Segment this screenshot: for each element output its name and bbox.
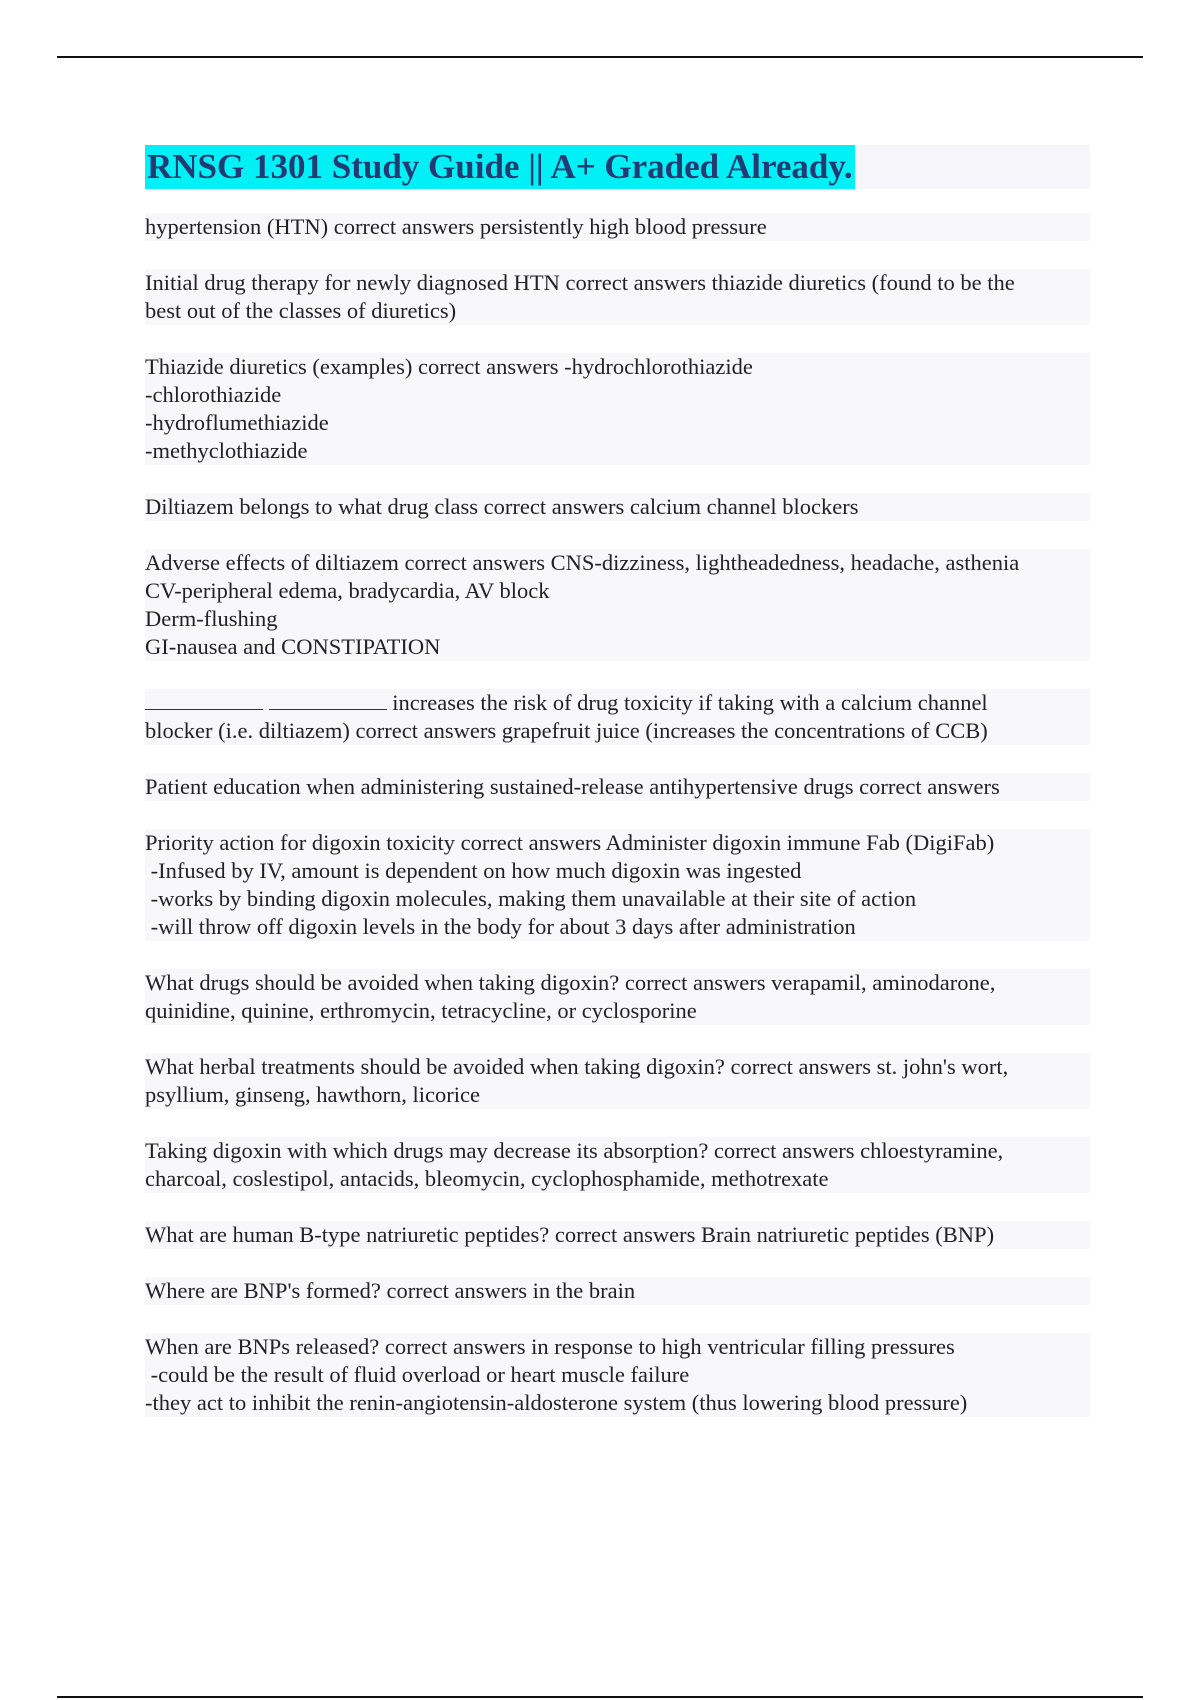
qa-line: -works by binding digoxin molecules, making them unavailable at their site of action <box>145 885 1090 913</box>
qa-entry <box>145 1053 1090 1109</box>
qa-line: Adverse effects of diltiazem correct answers CNS-dizziness, lightheadedness, headache, asthenia <box>145 549 1090 577</box>
qa-line: -Infused by IV, amount is dependent on how much digoxin was ingested <box>145 857 1090 885</box>
qa-line: Derm-flushing <box>145 605 1090 633</box>
qa-line: Diltiazem belongs to what drug class correct answers calcium channel blockers <box>145 493 1090 521</box>
document-body <box>145 145 1090 1445</box>
qa-entry <box>145 269 1090 325</box>
qa-line: Taking digoxin with which drugs may decrease its absorption? correct answers chloestyramine, <box>145 1137 1090 1165</box>
qa-line: -methyclothiazide <box>145 437 1090 465</box>
qa-line: -will throw off digoxin levels in the body for about 3 days after administration <box>145 913 1090 941</box>
qa-list <box>145 213 1090 1417</box>
qa-entry <box>145 549 1090 661</box>
qa-line: GI-nausea and CONSTIPATION <box>145 633 1090 661</box>
fill-in-blank <box>269 691 387 710</box>
qa-line: -could be the result of fluid overload or heart muscle failure <box>145 1361 1090 1389</box>
qa-entry <box>145 493 1090 521</box>
title-bar <box>145 145 1090 189</box>
qa-entry <box>145 1277 1090 1305</box>
qa-line: best out of the classes of diuretics) <box>145 297 1090 325</box>
qa-line: Where are BNP's formed? correct answers in the brain <box>145 1277 1090 1305</box>
footer-rule <box>57 1696 1143 1698</box>
qa-line: charcoal, coslestipol, antacids, bleomycin, cyclophosphamide, methotrexate <box>145 1165 1090 1193</box>
qa-entry <box>145 353 1090 465</box>
qa-line: Thiazide diuretics (examples) correct answers -hydrochlorothiazide <box>145 353 1090 381</box>
qa-line: -hydroflumethiazide <box>145 409 1090 437</box>
fill-in-blank <box>145 691 263 710</box>
qa-entry <box>145 1137 1090 1193</box>
qa-line: hypertension (HTN) correct answers persistently high blood pressure <box>145 213 1090 241</box>
header-rule <box>57 56 1143 58</box>
qa-entry <box>145 213 1090 241</box>
qa-line: -they act to inhibit the renin-angiotensin-aldosterone system (thus lowering blood pressure) <box>145 1389 1090 1417</box>
qa-line: Patient education when administering sustained-release antihypertensive drugs correct answers <box>145 773 1090 801</box>
qa-entry <box>145 689 1090 745</box>
qa-entry <box>145 829 1090 941</box>
qa-line: Initial drug therapy for newly diagnosed HTN correct answers thiazide diuretics (found to be the <box>145 269 1090 297</box>
qa-line: Priority action for digoxin toxicity correct answers Administer digoxin immune Fab (DigiFab) <box>145 829 1090 857</box>
qa-line: blocker (i.e. diltiazem) correct answers grapefruit juice (increases the concentrations of CCB) <box>145 717 1090 745</box>
qa-line: What are human B-type natriuretic peptides? correct answers Brain natriuretic peptides (BNP) <box>145 1221 1090 1249</box>
qa-line: CV-peripheral edema, bradycardia, AV block <box>145 577 1090 605</box>
qa-line: psyllium, ginseng, hawthorn, licorice <box>145 1081 1090 1109</box>
qa-line: quinidine, quinine, erthromycin, tetracycline, or cyclosporine <box>145 997 1090 1025</box>
qa-line: What herbal treatments should be avoided when taking digoxin? correct answers st. john's wort, <box>145 1053 1090 1081</box>
qa-line: When are BNPs released? correct answers in response to high ventricular filling pressures <box>145 1333 1090 1361</box>
qa-entry <box>145 1333 1090 1417</box>
document-title: RNSG 1301 Study Guide || A+ Graded Already. <box>145 145 855 189</box>
qa-entry <box>145 773 1090 801</box>
qa-entry <box>145 1221 1090 1249</box>
qa-entry <box>145 969 1090 1025</box>
qa-line: What drugs should be avoided when taking digoxin? correct answers verapamil, aminodarone, <box>145 969 1090 997</box>
qa-line: -chlorothiazide <box>145 381 1090 409</box>
qa-line: increases the risk of drug toxicity if taking with a calcium channel <box>145 689 1090 717</box>
